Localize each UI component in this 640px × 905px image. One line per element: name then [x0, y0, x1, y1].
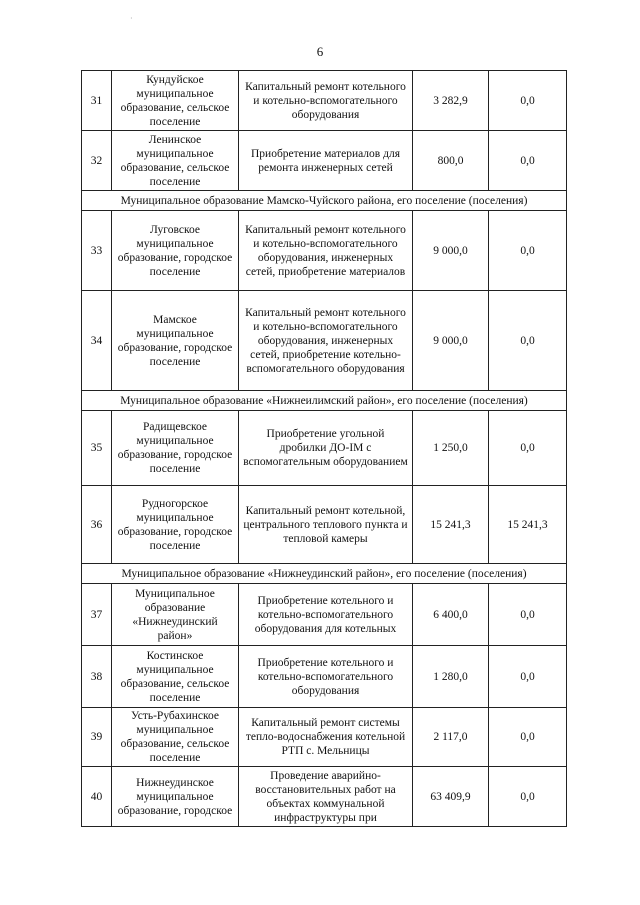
funding-table — [81, 70, 567, 827]
amount2-cell: 0,0 — [489, 584, 567, 646]
work-description-cell: Капитальный ремонт котельного и котельно-вспомогательного оборудования — [239, 71, 413, 131]
table-row — [82, 131, 567, 191]
scan-mark: · — [130, 14, 133, 23]
amount2-cell: 0,0 — [489, 71, 567, 131]
row-number-cell: 35 — [82, 411, 112, 486]
amount-cell: 2 117,0 — [413, 708, 489, 767]
section-heading-row — [82, 191, 567, 211]
amount2-cell: 0,0 — [489, 291, 567, 391]
amount-cell: 9 000,0 — [413, 211, 489, 291]
table-row — [82, 708, 567, 767]
amount2-cell: 0,0 — [489, 646, 567, 708]
table-row — [82, 71, 567, 131]
row-number-cell: 37 — [82, 584, 112, 646]
work-description-cell: Капитальный ремонт котельной, центрального теплового пункта и тепловой камеры — [239, 486, 413, 564]
municipality-cell: Муниципальное образование «Нижнеудинский район» — [112, 584, 239, 646]
section-heading: Муниципальное образование «Нижнеилимский район», его поселение (поселения) — [82, 391, 567, 411]
table-row — [82, 584, 567, 646]
municipality-cell: Костинское муниципальное образование, сельское поселение — [112, 646, 239, 708]
amount2-cell: 0,0 — [489, 708, 567, 767]
municipality-cell: Луговское муниципальное образование, городское поселение — [112, 211, 239, 291]
page-number: 6 — [316, 44, 324, 59]
work-description-cell: Приобретение котельного и котельно-вспомогательного оборудования — [239, 646, 413, 708]
table-row — [82, 411, 567, 486]
work-description-cell: Приобретение материалов для ремонта инженерных сетей — [239, 131, 413, 191]
amount2-cell: 0,0 — [489, 411, 567, 486]
work-description-cell: Капитальный ремонт котельного и котельно-вспомогательного оборудования, инженерных сетей, приобретение материалов — [239, 211, 413, 291]
amount-cell: 3 282,9 — [413, 71, 489, 131]
municipality-cell: Нижнеудинское муниципальное образование, городское — [112, 767, 239, 827]
section-heading-row — [82, 564, 567, 584]
section-heading: Муниципальное образование «Нижнеудинский район», его поселение (поселения) — [82, 564, 567, 584]
amount-cell: 63 409,9 — [413, 767, 489, 827]
row-number-cell: 40 — [82, 767, 112, 827]
table-body — [82, 71, 567, 827]
work-description-cell: Капитальный ремонт котельного и котельно-вспомогательного оборудования, инженерных сетей, приобретение котельно-вспомогательного оборудования — [239, 291, 413, 391]
municipality-cell: Радищевское муниципальное образование, городское поселение — [112, 411, 239, 486]
amount-cell: 800,0 — [413, 131, 489, 191]
amount-cell: 1 280,0 — [413, 646, 489, 708]
amount2-cell: 0,0 — [489, 767, 567, 827]
work-description-cell: Капитальный ремонт системы тепло-водоснабжения котельной РТП с. Мельницы — [239, 708, 413, 767]
amount2-cell: 0,0 — [489, 131, 567, 191]
work-description-cell: Приобретение котельного и котельно-вспомогательного оборудования для котельных — [239, 584, 413, 646]
row-number-cell: 33 — [82, 211, 112, 291]
row-number-cell: 32 — [82, 131, 112, 191]
section-heading-row — [82, 391, 567, 411]
amount-cell: 9 000,0 — [413, 291, 489, 391]
amount-cell: 6 400,0 — [413, 584, 489, 646]
municipality-cell: Мамское муниципальное образование, городское поселение — [112, 291, 239, 391]
work-description-cell: Проведение аварийно-восстановительных работ на объектах коммунальной инфраструктуры при — [239, 767, 413, 827]
row-number-cell: 38 — [82, 646, 112, 708]
section-heading: Муниципальное образование Мамско-Чуйского района, его поселение (поселения) — [82, 191, 567, 211]
table-row — [82, 291, 567, 391]
row-number-cell: 31 — [82, 71, 112, 131]
row-number-cell: 34 — [82, 291, 112, 391]
amount-cell: 15 241,3 — [413, 486, 489, 564]
table-row — [82, 767, 567, 827]
table-row — [82, 486, 567, 564]
table-row — [82, 211, 567, 291]
row-number-cell: 36 — [82, 486, 112, 564]
municipality-cell: Ленинское муниципальное образование, сельское поселение — [112, 131, 239, 191]
table-row — [82, 646, 567, 708]
row-number-cell: 39 — [82, 708, 112, 767]
municipality-cell: Усть-Рубахинское муниципальное образование, сельское поселение — [112, 708, 239, 767]
work-description-cell: Приобретение угольной дробилки ДО-IM с вспомогательным оборудованием — [239, 411, 413, 486]
amount2-cell: 15 241,3 — [489, 486, 567, 564]
municipality-cell: Кундуйское муниципальное образование, сельское поселение — [112, 71, 239, 131]
municipality-cell: Рудногорское муниципальное образование, городское поселение — [112, 486, 239, 564]
amount2-cell: 0,0 — [489, 211, 567, 291]
amount-cell: 1 250,0 — [413, 411, 489, 486]
